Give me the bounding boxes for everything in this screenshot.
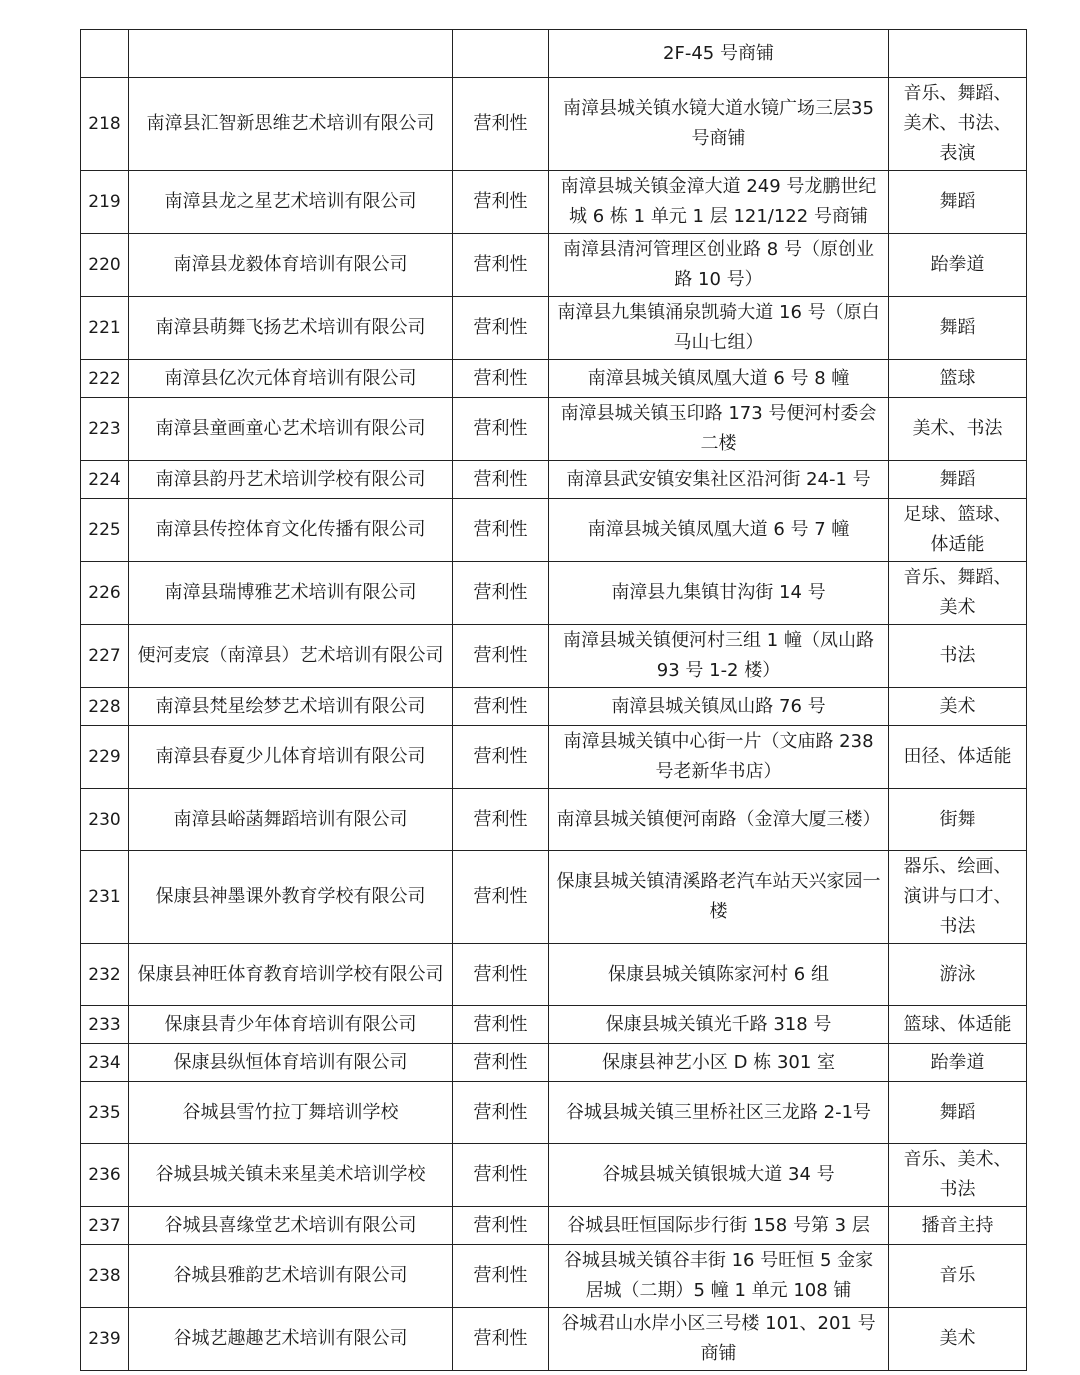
table-row [81, 234, 1027, 297]
cell-category: 音乐 [889, 1245, 1027, 1308]
cell-category: 美术 [889, 688, 1027, 726]
table-row [81, 789, 1027, 851]
cell-address: 2F-45 号商铺 [549, 30, 889, 78]
cell-institution-name: 南漳县韵丹艺术培训学校有限公司 [129, 461, 453, 499]
table-row [81, 398, 1027, 461]
cell-nature: 营利性 [453, 1044, 549, 1082]
cell-number: 224 [81, 461, 129, 499]
cell-address: 谷城县城关镇三里桥社区三龙路 2-1号 [549, 1082, 889, 1144]
cell-nature: 营利性 [453, 171, 549, 234]
cell-institution-name [129, 30, 453, 78]
cell-nature: 营利性 [453, 78, 549, 171]
cell-institution-name: 谷城县雪竹拉丁舞培训学校 [129, 1082, 453, 1144]
cell-address: 南漳县城关镇水镜大道水镜广场三层35 号商铺 [549, 78, 889, 171]
cell-address: 保康县城关镇光千路 318 号 [549, 1006, 889, 1044]
table-row [81, 851, 1027, 944]
cell-institution-name: 南漳县梵星绘梦艺术培训有限公司 [129, 688, 453, 726]
cell-number: 218 [81, 78, 129, 171]
cell-address: 保康县神艺小区 D 栋 301 室 [549, 1044, 889, 1082]
cell-institution-name: 保康县神旺体育教育培训学校有限公司 [129, 944, 453, 1006]
cell-institution-name: 南漳县龙之星艺术培训有限公司 [129, 171, 453, 234]
cell-number [81, 30, 129, 78]
cell-category: 书法 [889, 625, 1027, 688]
cell-category: 器乐、绘画、演讲与口才、书法 [889, 851, 1027, 944]
table-row [81, 360, 1027, 398]
cell-address: 南漳县九集镇甘沟街 14 号 [549, 562, 889, 625]
cell-nature: 营利性 [453, 688, 549, 726]
cell-address: 南漳县城关镇玉印路 173 号便河村委会二楼 [549, 398, 889, 461]
cell-number: 222 [81, 360, 129, 398]
cell-number: 230 [81, 789, 129, 851]
cell-number: 229 [81, 726, 129, 789]
cell-category: 音乐、美术、书法 [889, 1144, 1027, 1207]
table-row [81, 499, 1027, 562]
institution-table [80, 29, 1027, 1371]
cell-category: 足球、篮球、体适能 [889, 499, 1027, 562]
cell-nature: 营利性 [453, 944, 549, 1006]
cell-category: 音乐、舞蹈、美术 [889, 562, 1027, 625]
cell-number: 232 [81, 944, 129, 1006]
cell-category: 舞蹈 [889, 461, 1027, 499]
cell-number: 227 [81, 625, 129, 688]
table-body [81, 30, 1027, 1371]
cell-category: 街舞 [889, 789, 1027, 851]
cell-institution-name: 南漳县春夏少儿体育培训有限公司 [129, 726, 453, 789]
cell-category: 舞蹈 [889, 1082, 1027, 1144]
cell-nature: 营利性 [453, 1245, 549, 1308]
cell-category: 田径、体适能 [889, 726, 1027, 789]
table-row [81, 1207, 1027, 1245]
table-row [81, 171, 1027, 234]
cell-number: 239 [81, 1308, 129, 1371]
cell-number: 235 [81, 1082, 129, 1144]
cell-institution-name: 保康县神墨课外教育学校有限公司 [129, 851, 453, 944]
cell-institution-name: 谷城县雅韵艺术培训有限公司 [129, 1245, 453, 1308]
cell-number: 233 [81, 1006, 129, 1044]
cell-number: 231 [81, 851, 129, 944]
cell-institution-name: 便河麦宸（南漳县）艺术培训有限公司 [129, 625, 453, 688]
cell-institution-name: 南漳县传控体育文化传播有限公司 [129, 499, 453, 562]
cell-institution-name: 南漳县龙毅体育培训有限公司 [129, 234, 453, 297]
cell-nature: 营利性 [453, 461, 549, 499]
cell-address: 南漳县城关镇便河村三组 1 幢（凤山路 93 号 1-2 楼） [549, 625, 889, 688]
cell-category: 篮球、体适能 [889, 1006, 1027, 1044]
cell-nature: 营利性 [453, 625, 549, 688]
cell-number: 234 [81, 1044, 129, 1082]
cell-institution-name: 谷城艺趣趣艺术培训有限公司 [129, 1308, 453, 1371]
cell-address: 南漳县城关镇金漳大道 249 号龙鹏世纪城 6 栋 1 单元 1 层 121/122 号商铺 [549, 171, 889, 234]
table-row [81, 461, 1027, 499]
cell-address: 谷城县城关镇银城大道 34 号 [549, 1144, 889, 1207]
cell-nature: 营利性 [453, 360, 549, 398]
cell-category: 跆拳道 [889, 234, 1027, 297]
cell-category: 播音主持 [889, 1207, 1027, 1245]
table-row [81, 1006, 1027, 1044]
cell-nature: 营利性 [453, 297, 549, 360]
cell-category [889, 30, 1027, 78]
cell-category: 美术 [889, 1308, 1027, 1371]
cell-category: 跆拳道 [889, 1044, 1027, 1082]
cell-institution-name: 南漳县峪菡舞蹈培训有限公司 [129, 789, 453, 851]
cell-institution-name: 南漳县萌舞飞扬艺术培训有限公司 [129, 297, 453, 360]
cell-address: 谷城县城关镇谷丰街 16 号旺恒 5 金家居城（二期）5 幢 1 单元 108 铺 [549, 1245, 889, 1308]
cell-number: 225 [81, 499, 129, 562]
table-row [81, 30, 1027, 78]
table-row [81, 1245, 1027, 1308]
cell-nature: 营利性 [453, 851, 549, 944]
cell-institution-name: 南漳县亿次元体育培训有限公司 [129, 360, 453, 398]
cell-nature: 营利性 [453, 234, 549, 297]
cell-nature: 营利性 [453, 1308, 549, 1371]
cell-institution-name: 南漳县汇智新思维艺术培训有限公司 [129, 78, 453, 171]
cell-number: 238 [81, 1245, 129, 1308]
cell-institution-name: 谷城县喜缘堂艺术培训有限公司 [129, 1207, 453, 1245]
cell-number: 236 [81, 1144, 129, 1207]
cell-nature: 营利性 [453, 726, 549, 789]
cell-institution-name: 保康县纵恒体育培训有限公司 [129, 1044, 453, 1082]
cell-address: 南漳县城关镇凤凰大道 6 号 7 幢 [549, 499, 889, 562]
cell-nature: 营利性 [453, 499, 549, 562]
table-row [81, 625, 1027, 688]
cell-category: 游泳 [889, 944, 1027, 1006]
cell-category: 舞蹈 [889, 297, 1027, 360]
cell-address: 保康县城关镇陈家河村 6 组 [549, 944, 889, 1006]
table-row [81, 688, 1027, 726]
cell-number: 223 [81, 398, 129, 461]
cell-nature: 营利性 [453, 1006, 549, 1044]
cell-nature: 营利性 [453, 1144, 549, 1207]
cell-nature: 营利性 [453, 398, 549, 461]
cell-category: 音乐、舞蹈、美术、书法、表演 [889, 78, 1027, 171]
table-row [81, 78, 1027, 171]
cell-nature: 营利性 [453, 1082, 549, 1144]
cell-number: 226 [81, 562, 129, 625]
cell-nature: 营利性 [453, 1207, 549, 1245]
cell-address: 南漳县城关镇中心街一片（文庙路 238号老新华书店） [549, 726, 889, 789]
cell-address: 南漳县清河管理区创业路 8 号（原创业路 10 号） [549, 234, 889, 297]
cell-institution-name: 南漳县瑞博雅艺术培训有限公司 [129, 562, 453, 625]
cell-address: 谷城君山水岸小区三号楼 101、201 号商铺 [549, 1308, 889, 1371]
cell-number: 221 [81, 297, 129, 360]
table-row [81, 562, 1027, 625]
table-row [81, 1044, 1027, 1082]
table-row [81, 944, 1027, 1006]
table-row [81, 1308, 1027, 1371]
cell-number: 237 [81, 1207, 129, 1245]
cell-address: 谷城县旺恒国际步行街 158 号第 3 层 [549, 1207, 889, 1245]
table-row [81, 1082, 1027, 1144]
cell-address: 南漳县武安镇安集社区沿河街 24-1 号 [549, 461, 889, 499]
cell-nature: 营利性 [453, 562, 549, 625]
cell-number: 219 [81, 171, 129, 234]
cell-institution-name: 南漳县童画童心艺术培训有限公司 [129, 398, 453, 461]
cell-address: 南漳县九集镇涌泉凯骑大道 16 号（原白马山七组） [549, 297, 889, 360]
cell-number: 220 [81, 234, 129, 297]
cell-category: 篮球 [889, 360, 1027, 398]
cell-institution-name: 保康县青少年体育培训有限公司 [129, 1006, 453, 1044]
cell-address: 南漳县城关镇便河南路（金漳大厦三楼） [549, 789, 889, 851]
cell-category: 美术、书法 [889, 398, 1027, 461]
table-row [81, 726, 1027, 789]
cell-category: 舞蹈 [889, 171, 1027, 234]
cell-address: 南漳县城关镇凤山路 76 号 [549, 688, 889, 726]
table-row [81, 1144, 1027, 1207]
cell-address: 保康县城关镇清溪路老汽车站天兴家园一楼 [549, 851, 889, 944]
cell-nature: 营利性 [453, 789, 549, 851]
cell-number: 228 [81, 688, 129, 726]
cell-nature [453, 30, 549, 78]
cell-institution-name: 谷城县城关镇未来星美术培训学校 [129, 1144, 453, 1207]
table-row [81, 297, 1027, 360]
cell-address: 南漳县城关镇凤凰大道 6 号 8 幢 [549, 360, 889, 398]
